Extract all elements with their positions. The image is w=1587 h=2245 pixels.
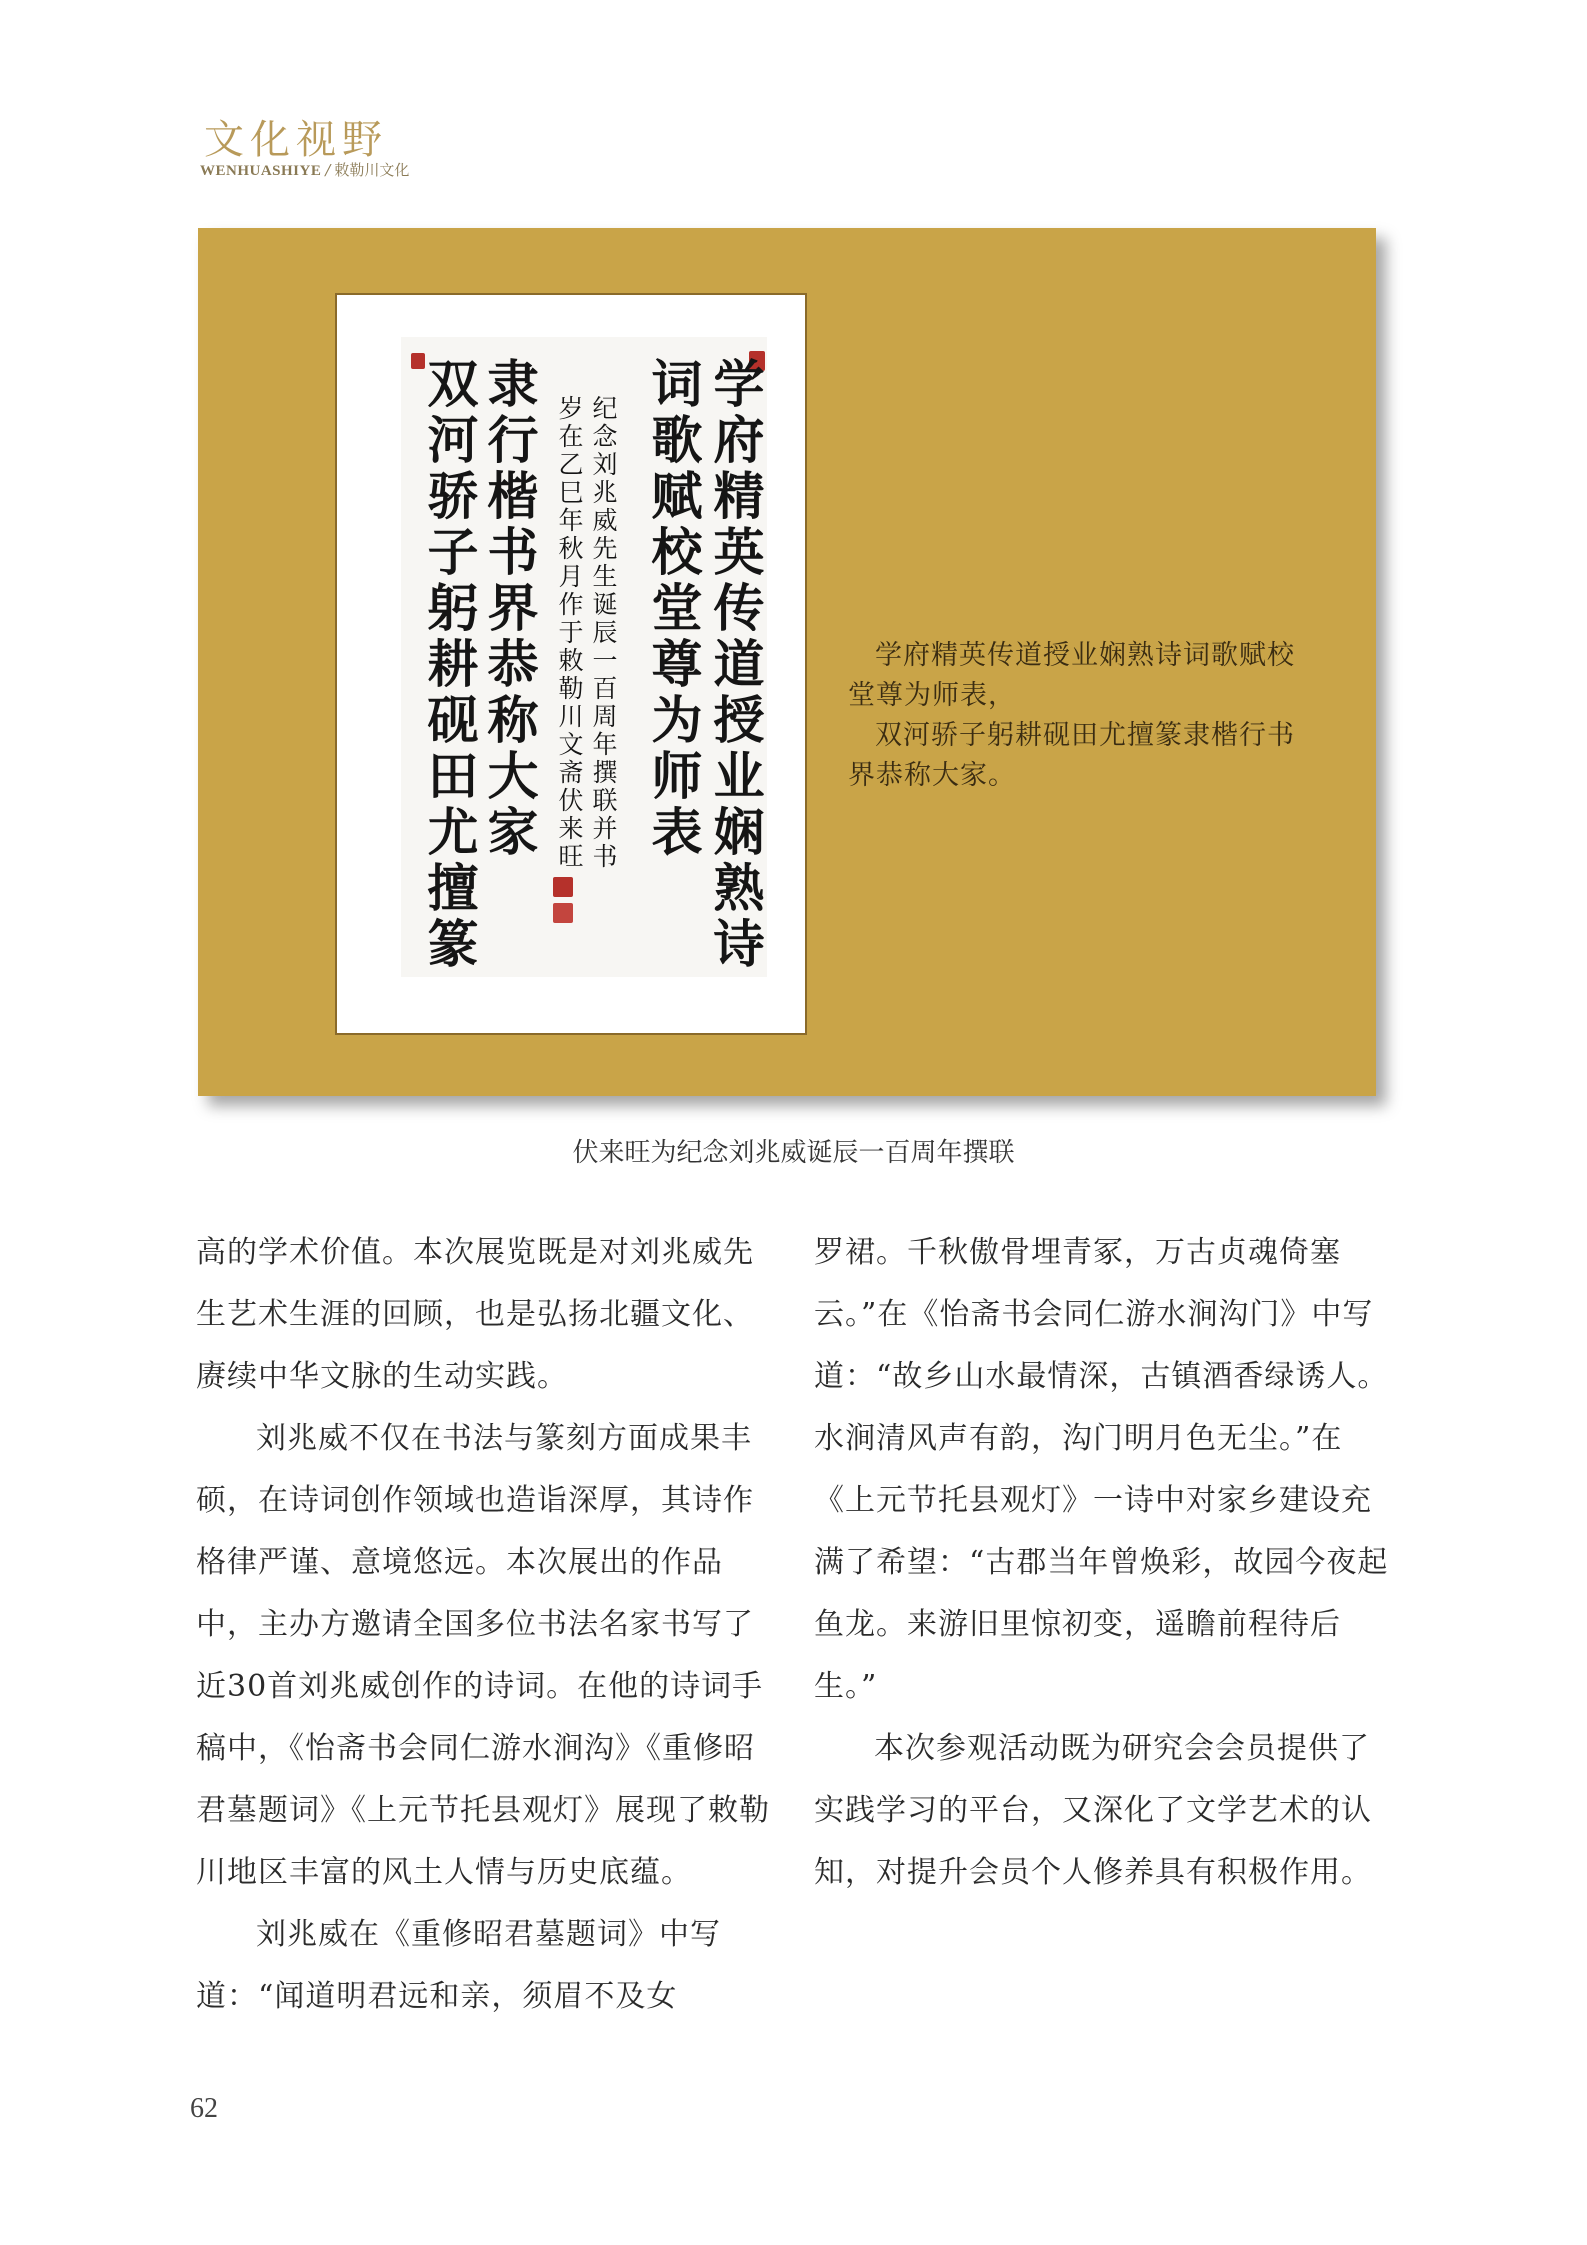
page-number: 62 — [190, 2093, 218, 2124]
calligraphy-column: 词歌赋校堂尊为师表 — [642, 357, 702, 861]
calligraphy-column: 隶行楷书界恭称大家 — [478, 357, 538, 861]
paragraph: 刘兆威在《重修昭君墓题词》中写道：“闻道明君远和亲，须眉不及女 — [196, 1917, 721, 2014]
calligraphy-inscription: 岁在乙巳年秋月作于敕勒川文斋伏来旺 — [555, 395, 584, 871]
section-subtitle-latin: WENHUASHIYE — [200, 163, 322, 179]
paragraph: 刘兆威不仅在书法与篆刻方面成果丰硕，在诗词创作领域也造诣深厚，其诗作格律严谨、意境悠远。本次展出的作品中，主办方邀请全国多位书法名家书写了近30首刘兆威创作的诗词。在他的诗词手稿中，《怡斋书会同仁游水涧沟》《重修昭君墓题词》《上元节托县观灯》展现了敕勒川地区丰富的风土人情与历史底蕴。 — [196, 1421, 770, 1890]
couplet-line: 双河骄子躬耕砚田尤擅篆隶楷行书界恭称大家。 — [848, 720, 1295, 791]
paragraph: 本次参观活动既为研究会会员提供了实践学习的平台，又深化了文学艺术的认知，对提升会员个人修养具有积极作用。 — [814, 1731, 1372, 1890]
article-column-left — [196, 1222, 776, 2028]
couplet-transcription — [848, 636, 1318, 796]
calligraphy-mat — [335, 293, 807, 1035]
seal-stamp — [553, 877, 573, 897]
artwork-banner — [198, 228, 1376, 1096]
image-caption: 伏来旺为纪念刘兆威诞辰一百周年撰联 — [572, 1138, 1015, 1168]
paragraph: 高的学术价值。本次展览既是对刘兆威先生艺术生涯的回顾，也是弘扬北疆文化、赓续中华文脉的生动实践。 — [196, 1235, 754, 1394]
subtitle-slash: / — [325, 161, 331, 179]
article-column-right — [814, 1222, 1394, 1904]
section-title: 文化视野 — [204, 117, 388, 163]
calligraphy-image — [401, 337, 767, 977]
section-subtitle-cn: 敕勒川文化 — [334, 161, 410, 179]
section-subtitle — [200, 159, 409, 180]
calligraphy-inscription: 纪念刘兆威先生诞辰一百周年撰联并书 — [589, 395, 618, 871]
couplet-line: 学府精英传道授业娴熟诗词歌赋校堂尊为师表， — [848, 640, 1295, 711]
seal-stamp — [553, 903, 573, 923]
paragraph: 罗裙。千秋傲骨埋青冢，万古贞魂倚塞云。”在《怡斋书会同仁游水涧沟门》中写道：“故乡山水最情深，古镇酒香绿诱人。水涧清风声有韵，沟门明月色无尘。”在《上元节托县观灯》一诗中对家乡建设充满了希望：“古郡当年曾焕彩，故园今夜起鱼龙。来游旧里惊初变，遥瞻前程待后生。” — [814, 1235, 1389, 1704]
calligraphy-column: 双河骄子躬耕砚田尤擅篆 — [418, 357, 478, 973]
calligraphy-column: 学府精英传道授业娴熟诗 — [704, 357, 764, 973]
